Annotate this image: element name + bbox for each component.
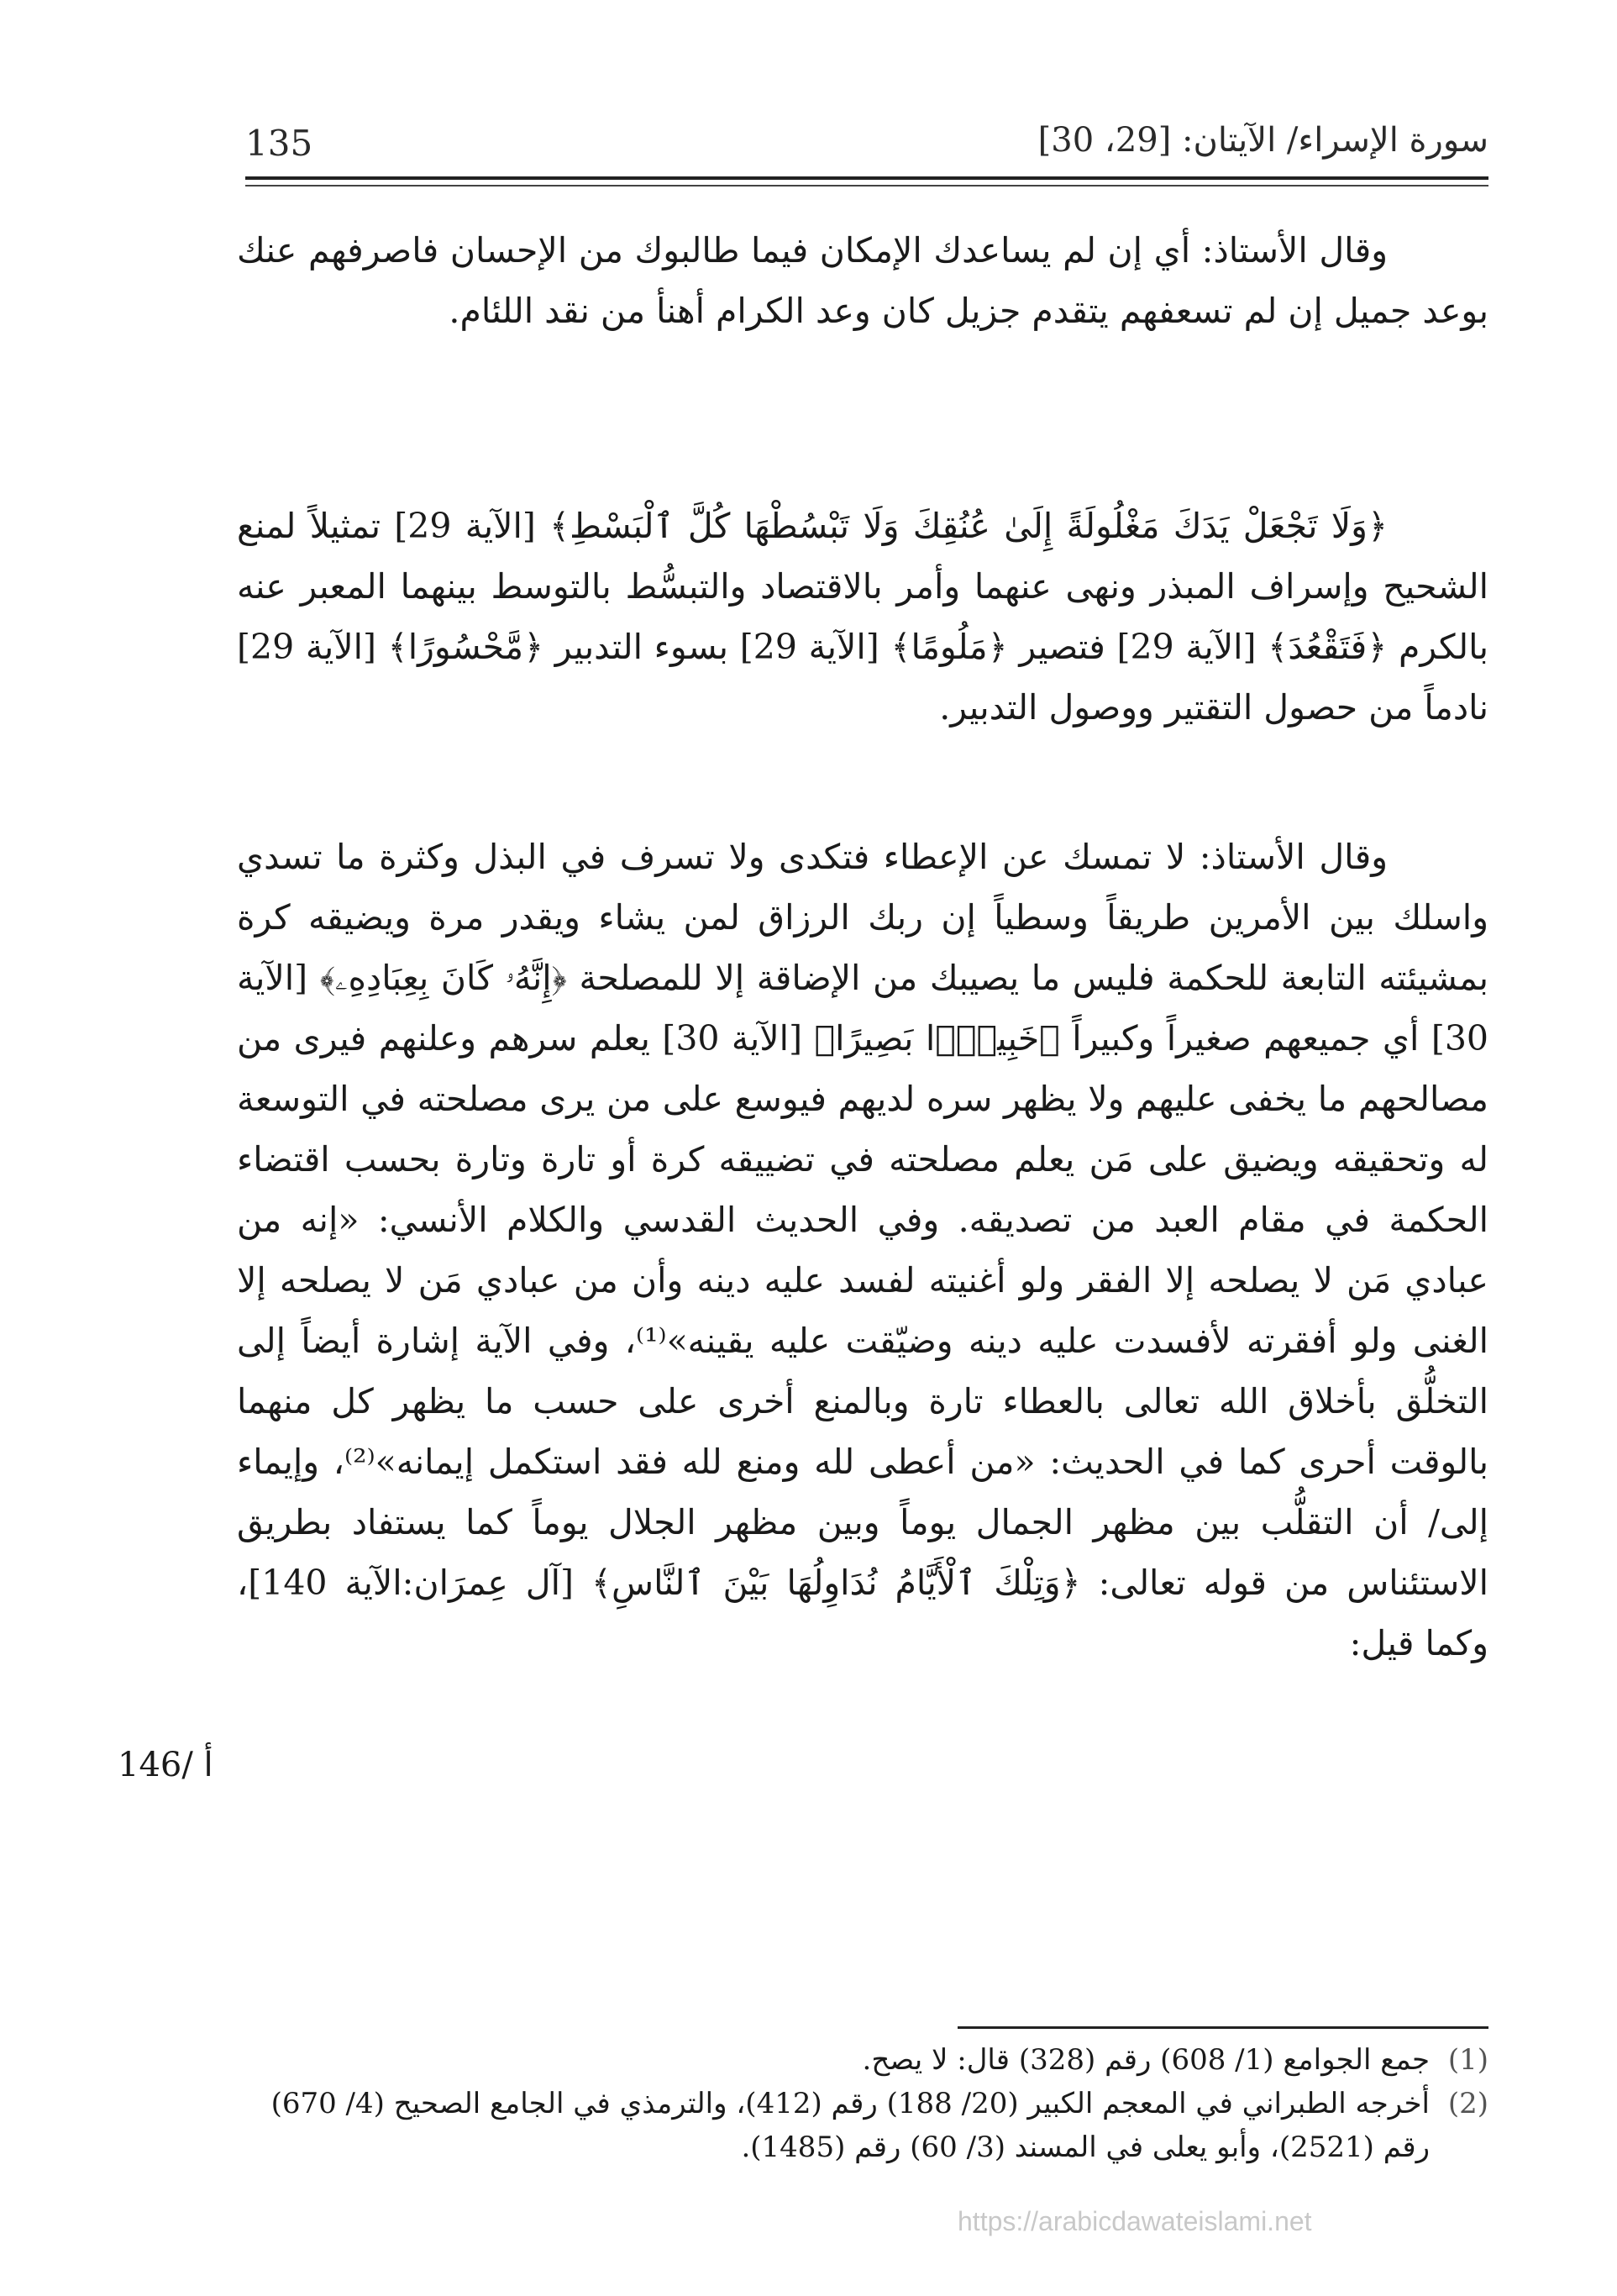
header-rule: [245, 176, 1488, 180]
footnote-marker: (1): [1447, 2043, 1488, 2077]
footnote-1: [237, 2038, 1488, 2082]
footnote-marker: (2): [1447, 2087, 1488, 2120]
watermark-url: https://arabicdawateislami.net: [958, 2206, 1312, 2236]
page-number: 135: [245, 123, 313, 164]
footnotes: [237, 2038, 1488, 2169]
paragraph-2: [237, 496, 1488, 738]
footnote-rule: [958, 2026, 1488, 2029]
page-header: [245, 118, 1488, 171]
margin-folio-note: 146/ أ: [118, 1746, 213, 1784]
paragraph-1: [237, 220, 1488, 341]
footnote-text: أخرجه الطبراني في المعجم الكبير (20/ 188) رقم (412)، والترمذي في الجامع الصحيح (4/ 670) رقم (2521)، وأبو يعلى في المسند (3/ 60) رقم (1485).: [270, 2087, 1430, 2164]
paragraph-3: [237, 827, 1488, 1673]
running-head: سورة الإسراء/ الآيتان: [29، 30]: [1037, 121, 1488, 160]
paragraph-1-text: وقال الأستاذ: أي إن لم يساعدك الإمكان فيما طالبوك من الإحسان فاصرفهم عنك بوعد جميل إن لم تسعفهم يتقدم جزيل كان وعد الكرام أهنأ من نقد اللئام.: [237, 230, 1488, 331]
paragraph-3-text: وقال الأستاذ: لا تمسك عن الإعطاء فتكدى ولا تسرف في البذل وكثرة ما تسدي واسلك بين الأمرين طريقاً وسطياً إن ربك الرزاق لمن يشاء ويقدر مرة ويضيقه كرة بمشيئته التابعة للحكمة فليس ما يصيبك من الإضاقة إلا للمصلحة ﴿إِنَّهُۥ كَانَ بِعِبَادِهِۦ﴾ [الآية 30] أي جميعهم صغيراً وكبيراً ﴿خَبِيرًۢا بَصِيرًا﴾ [الآية 30] يعلم سرهم وعلنهم فيرى من مصالحهم ما يخفى عليهم ولا يظهر سره لديهم فيوسع على من يرى مصلحته في التوسعة له وتحقيقه ويضيق على مَن يعلم مصلحته في تضييقه كرة أو تارة وتارة بحسب اقتضاء الحكمة في مقام العبد من تصديقه. وفي الحديث القدسي والكلام الأنسي: «إنه من عبادي مَن لا يصلحه إلا الفقر ولو أغنيته لفسد عليه دينه وأن من عبادي مَن لا يصلحه إلا الغنى ولو أفقرته لأفسدت عليه دينه وضيّقت عليه يقينه»⁽¹⁾، وفي الآية إشارة أيضاً إلى التخلُّق بأخلاق الله تعالى بالعطاء تارة وبالمنع أخرى على حسب ما يظهر كل منهما بالوقت أحرى كما في الحديث: «من أعطى لله ومنع لله فقد استكمل إيمانه»⁽²⁾، وإيماء إلى/ أن التقلُّب بين مظهر الجمال يوماً وبين مظهر الجلال يوماً كما يستفاد بطريق الاستئناس من قوله تعالى: ﴿وَتِلْكَ ٱلْأَيَّامُ نُدَاوِلُهَا بَيْنَ ٱلنَّاسِ﴾ [آل عِمرَان:الآية 140]، وكما قيل:: [237, 837, 1488, 1663]
paragraph-2-text: ﴿وَلَا تَجْعَلْ يَدَكَ مَغْلُولَةً إِلَىٰ عُنُقِكَ وَلَا تَبْسُطْهَا كُلَّ ٱلْبَسْطِ﴾ [الآية 29] تمثيلاً لمنع الشحيح وإسراف المبذر ونهى عنهما وأمر بالاقتصاد والتبسُّط بالتوسط بينهما المعبر عنه بالكرم ﴿فَتَقْعُدَ﴾ [الآية 29] فتصير ﴿مَلُومًا﴾ [الآية 29] بسوء التدبير ﴿مَّحْسُورًا﴾ [الآية 29] نادماً من حصول التقتير ووصول التدبير.: [237, 506, 1488, 728]
header-rule-thin: [245, 185, 1488, 187]
footnote-2: [237, 2082, 1488, 2169]
footnote-text: جمع الجوامع (1/ 608) رقم (328) قال: لا يصح.: [862, 2043, 1430, 2077]
